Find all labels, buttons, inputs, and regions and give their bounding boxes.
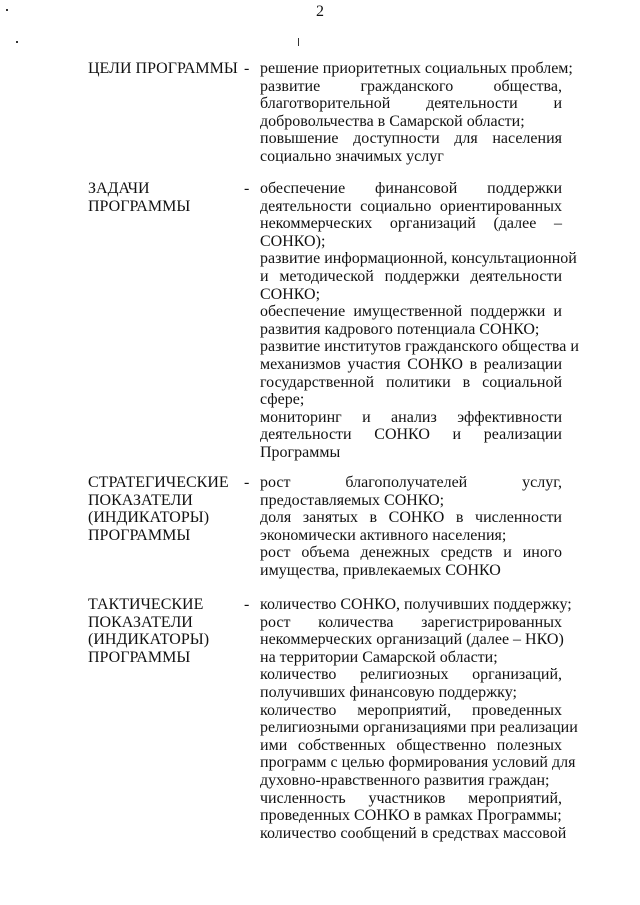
text-line: механизмов участия СОНКО в реализации bbox=[260, 355, 562, 373]
text-line: Программы bbox=[260, 443, 341, 461]
text-line: добровольчества в Самарской области; bbox=[260, 112, 525, 130]
text-line: развитие гражданского общества, bbox=[260, 77, 562, 95]
section-label: ЗАДАЧИ ПРОГРАММЫ bbox=[88, 180, 191, 215]
text-line: СОНКО); bbox=[260, 232, 326, 250]
text-line: рост объема денежных средств и иного bbox=[260, 544, 562, 562]
text-line: развития кадрового потенциала СОНКО; bbox=[260, 320, 540, 338]
text-line: на территории Самарской области; bbox=[260, 648, 498, 666]
text-line: рост количества зарегистрированных bbox=[260, 613, 562, 631]
text-line: некоммерческих организаций (далее – НКО) bbox=[260, 631, 564, 649]
section-content bbox=[260, 180, 579, 462]
text-line: развитие информационной, консультационной bbox=[260, 250, 577, 268]
text-line: рост благополучателей услуг, bbox=[260, 474, 562, 491]
text-line: деятельности СОНКО и реализации bbox=[260, 426, 562, 444]
section-label: ТАКТИЧЕСКИЕ ПОКАЗАТЕЛИ (ИНДИКАТОРЫ) ПРОГРАММЫ bbox=[88, 596, 210, 666]
text-line: сфере; bbox=[260, 391, 305, 409]
section-content bbox=[260, 596, 578, 842]
text-line: и методической поддержки деятельности bbox=[260, 267, 562, 285]
text-line: социально значимых услуг bbox=[260, 147, 444, 165]
text-line: экономически активного населения; bbox=[260, 526, 507, 544]
section-dash: - bbox=[244, 180, 250, 197]
text-line: численность участников мероприятий, bbox=[260, 789, 562, 807]
text-line: количество СОНКО, получивших поддержку; bbox=[260, 596, 572, 613]
section-content bbox=[260, 60, 573, 166]
text-line: мониторинг и анализ эффективности bbox=[260, 408, 562, 426]
section-content bbox=[260, 474, 562, 580]
text-line: решение приоритетных социальных проблем; bbox=[260, 60, 573, 77]
section-label: ЦЕЛИ ПРОГРАММЫ bbox=[88, 60, 238, 77]
text-line: проведенных СОНКО в рамках Программы; bbox=[260, 807, 562, 825]
text-line: количество мероприятий, проведенных bbox=[260, 701, 562, 719]
text-line: благотворительной деятельности и bbox=[260, 95, 562, 113]
page-number: 2 bbox=[316, 3, 324, 20]
text-line: количество религиозных организаций, bbox=[260, 666, 562, 684]
text-line: деятельности социально ориентированных bbox=[260, 197, 562, 215]
scan-speck bbox=[6, 9, 8, 11]
text-line: получивших финансовую поддержку; bbox=[260, 683, 517, 701]
text-line: программ с целью формирования условий для bbox=[260, 754, 576, 772]
section-dash: - bbox=[244, 596, 250, 613]
text-line: государственной политики в социальной bbox=[260, 373, 562, 391]
scan-speck bbox=[298, 38, 299, 46]
text-line: обеспечение имущественной поддержки и bbox=[260, 303, 562, 321]
section-dash: - bbox=[244, 60, 250, 77]
section-label: СТРАТЕГИЧЕСКИЕ ПОКАЗАТЕЛИ (ИНДИКАТОРЫ) ПРОГРАММЫ bbox=[88, 474, 229, 544]
text-line: религиозными организациями при реализации bbox=[260, 719, 578, 737]
text-line: повышение доступности для населения bbox=[260, 130, 562, 148]
text-line: доля занятых в СОНКО в численности bbox=[260, 509, 562, 527]
text-line: количество сообщений в средствах массовой bbox=[260, 824, 567, 842]
text-line: ими собственных общественно полезных bbox=[260, 736, 562, 754]
scan-speck bbox=[16, 41, 18, 43]
text-line: некоммерческих организаций (далее – bbox=[260, 215, 562, 233]
text-line: имущества, привлекаемых СОНКО bbox=[260, 561, 501, 579]
text-line: предоставляемых СОНКО; bbox=[260, 491, 445, 509]
text-line: СОНКО; bbox=[260, 285, 321, 303]
text-line: развитие институтов гражданского общества и bbox=[260, 338, 579, 356]
text-line: духовно-нравственного развития граждан; bbox=[260, 771, 550, 789]
section-dash: - bbox=[244, 474, 250, 491]
text-line: обеспечение финансовой поддержки bbox=[260, 180, 562, 197]
